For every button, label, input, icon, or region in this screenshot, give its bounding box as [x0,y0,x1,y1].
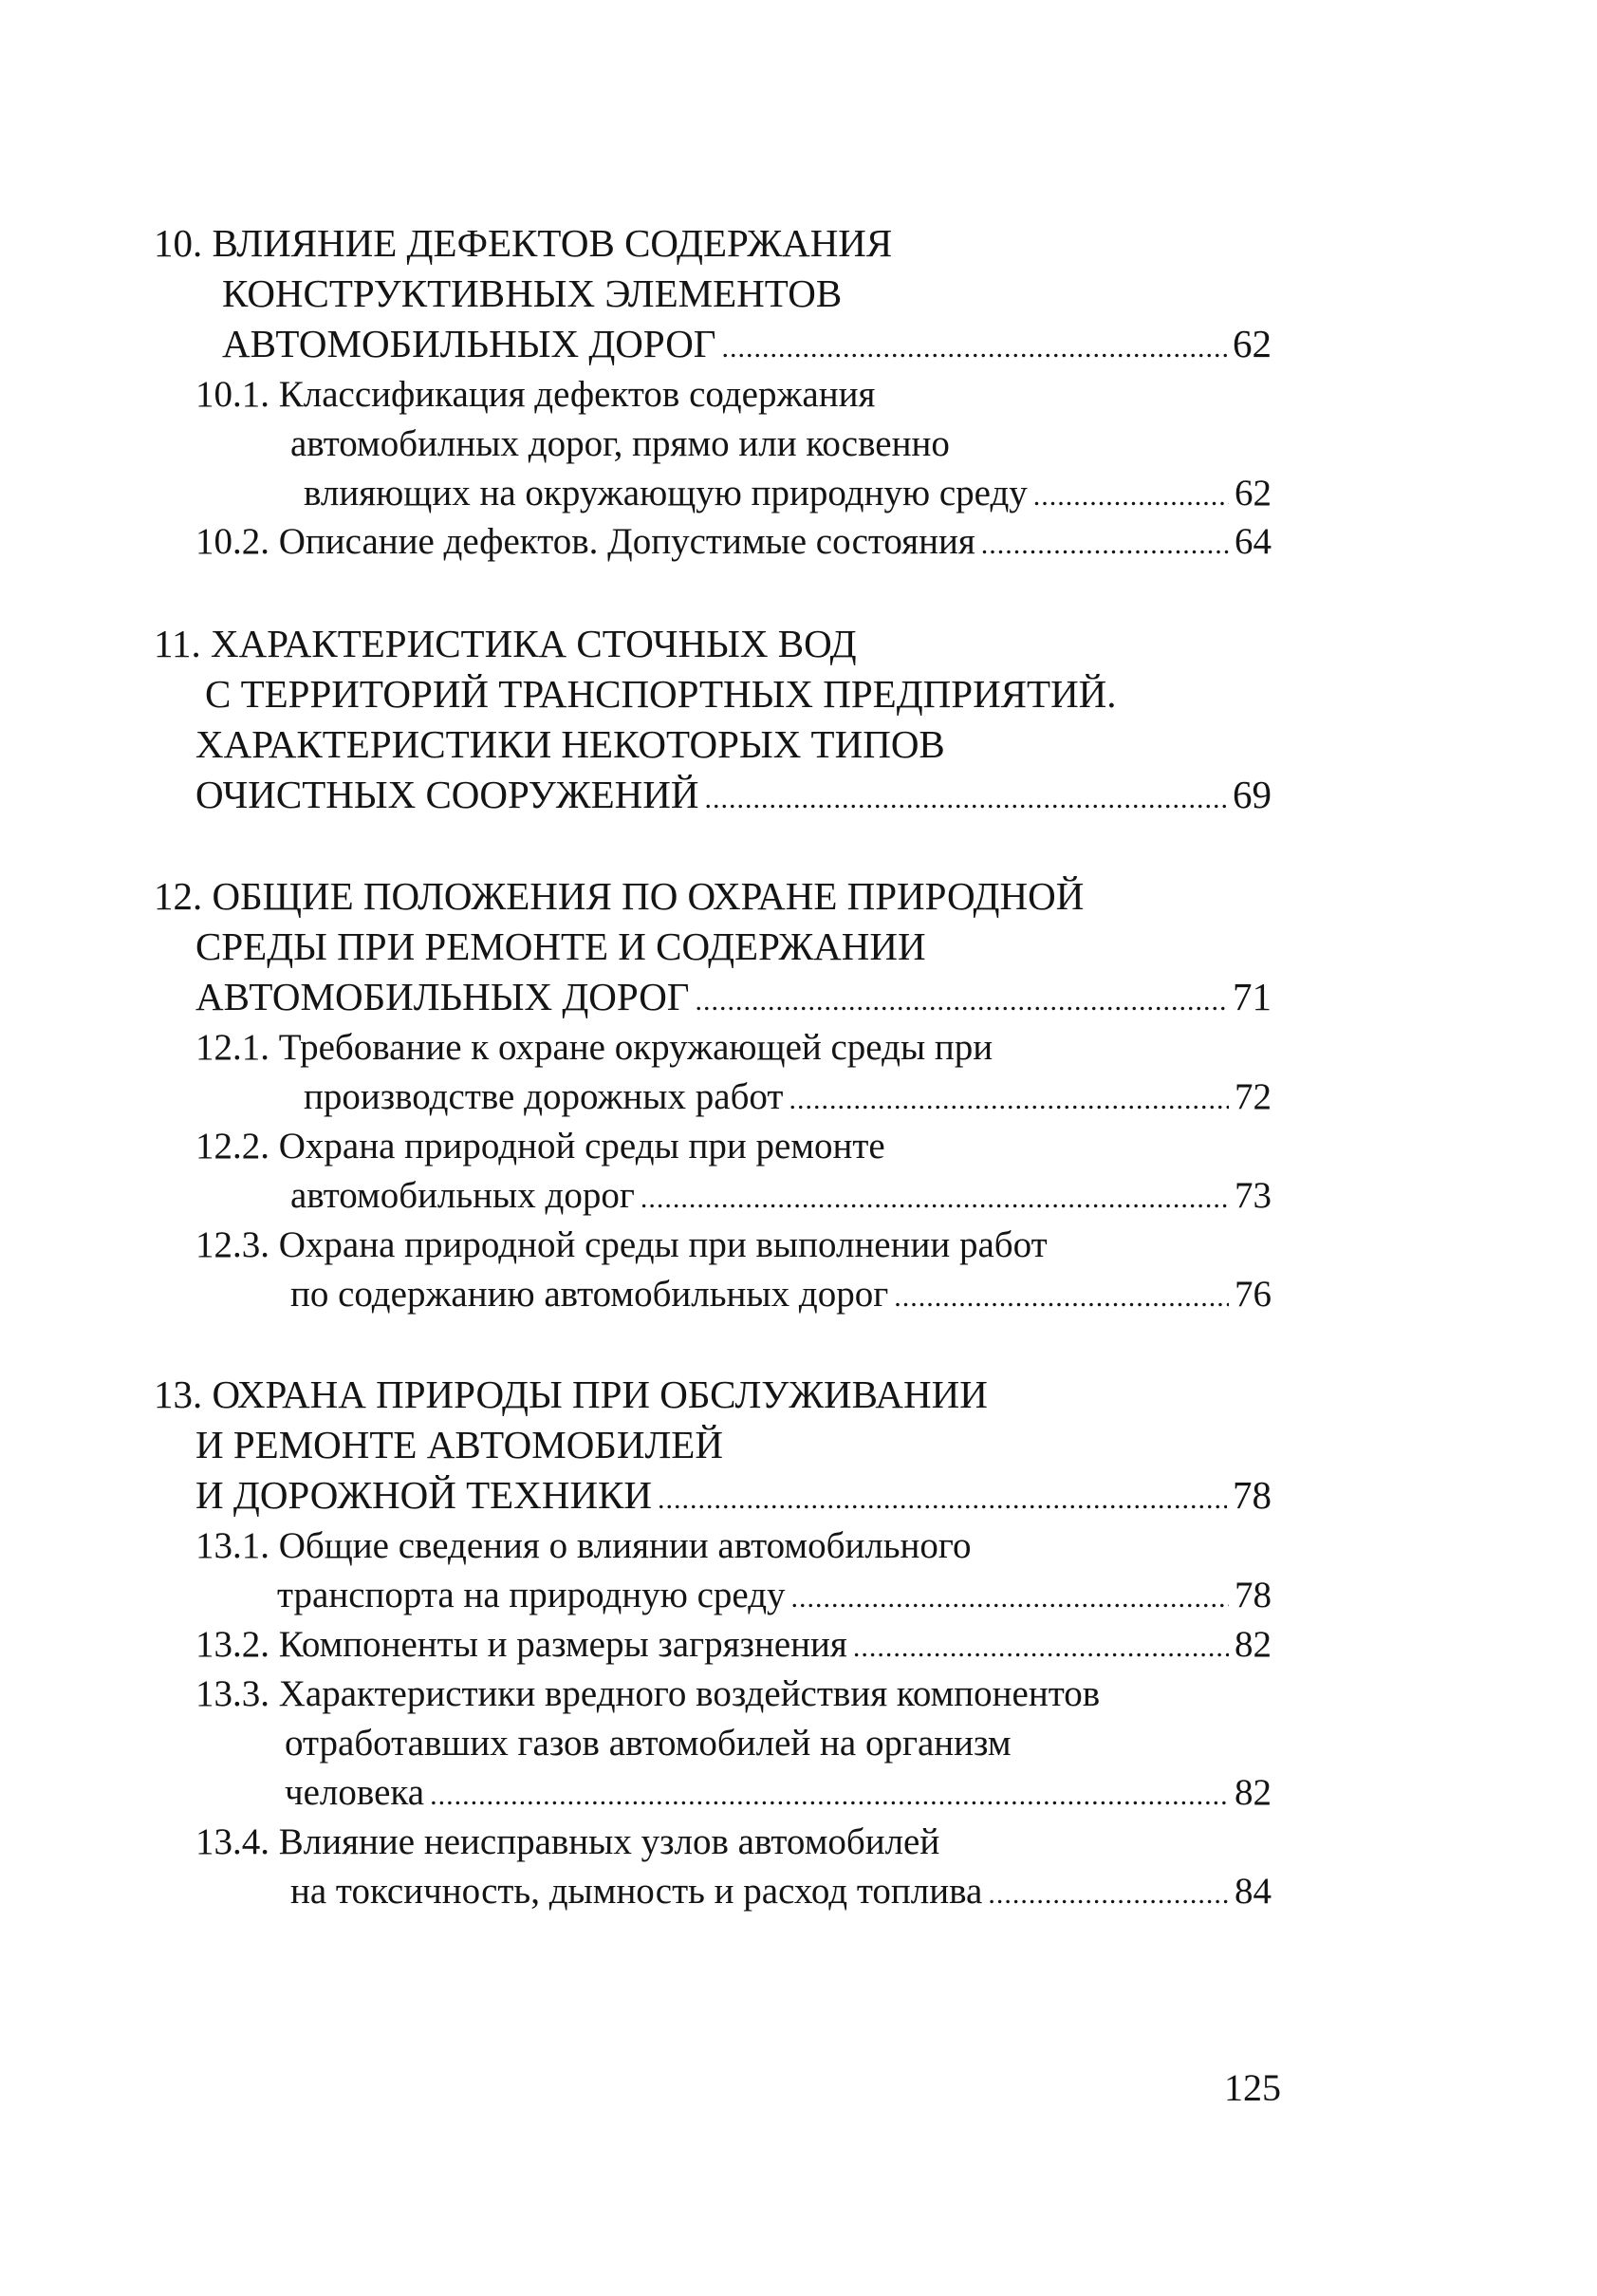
section-10-title-line-3: АВТОМОБИЛЬНЫХ ДОРОГ [222,322,716,365]
subsection-12-1-line-1: 12.1. Требование к охране окружающей среды при [195,1027,993,1068]
subsection-12-2-entry [290,1169,1272,1223]
subsection-13-4-line-1: 13.4. Влияние неисправных узлов автомобилей [195,1821,940,1862]
subsection-13-1-entry [277,1569,1272,1622]
section-12-title-line-2: СРЕДЫ ПРИ РЕМОНТЕ И СОДЕРЖАНИИ [195,924,926,968]
subsection-12-2-line-1: 12.2. Охрана природной среды при ремонте [195,1126,885,1167]
section-12-page: 71 [1233,975,1272,1018]
subsection-10-1-line-1: 10.1. Классификация дефектов содержания [195,374,876,415]
subsection-12-3-line-2: по содержанию автомобильных дорог [290,1274,889,1315]
subsection-13-1-line-1: 13.1. Общие сведения о влиянии автомобильного [195,1525,972,1566]
section-11-title-line-2: С ТЕРРИТОРИЙ ТРАНСПОРТНЫХ ПРЕДПРИЯТИЙ. [205,672,1117,716]
subsection-13-4-page: 84 [1235,1871,1272,1912]
subsection-12-2-page: 73 [1235,1175,1272,1216]
subsection-13-2-page: 82 [1235,1624,1272,1665]
subsection-10-2-page: 64 [1235,521,1272,562]
dot-leader [658,1473,1227,1521]
subsection-12-1-line-2: производстве дорожных работ [304,1076,784,1117]
section-11-entry [195,768,1272,821]
dot-leader [696,975,1227,1023]
subsection-13-1-page: 78 [1235,1575,1272,1615]
subsection-13-2-entry [195,1618,1272,1671]
section-12-title-line-3: АВТОМОБИЛЬНЫХ ДОРОГ [195,975,690,1018]
dot-leader [791,1572,1229,1622]
dot-leader [1033,470,1229,520]
subsection-13-1-line-2: транспорта на природную среду [277,1575,786,1615]
subsection-10-2-entry [195,515,1272,569]
subsection-12-3-page: 76 [1235,1274,1272,1315]
section-10-page: 62 [1233,322,1272,365]
section-12-entry [195,970,1272,1023]
subsection-12-1-entry [304,1071,1272,1124]
subsection-10-2-title: 10.2. Описание дефектов. Допустимые состояния [195,521,975,562]
dot-leader [789,1073,1229,1124]
subsection-13-3-entry [285,1766,1272,1820]
subsection-13-3-page: 82 [1235,1772,1272,1813]
subsection-13-2-title: 13.2. Компоненты и размеры загрязнения [195,1624,847,1665]
subsection-13-3-line-3: человека [285,1772,425,1813]
subsection-13-4-line-2: на токсичность, дымность и расход топлива [290,1871,983,1912]
subsection-10-1-entry [304,467,1272,520]
subsection-12-3-entry [290,1268,1272,1321]
dot-leader [988,1868,1229,1918]
section-13-title-line-2: И РЕМОНТЕ АВТОМОБИЛЕЙ [195,1423,723,1466]
subsection-10-1-line-2: автомобилных дорог, прямо или косвенно [290,423,950,464]
subsection-12-1-page: 72 [1235,1076,1272,1117]
section-13-entry [195,1468,1272,1521]
subsection-10-1-page: 62 [1235,473,1272,513]
section-10-title-line-1: 10. ВЛИЯНИЕ ДЕФЕКТОВ СОДЕРЖАНИЯ [154,221,893,265]
dot-leader [894,1271,1229,1321]
section-13-title-line-1: 13. ОХРАНА ПРИРОДЫ ПРИ ОБСЛУЖИВАНИИ [154,1372,988,1416]
dot-leader [430,1769,1229,1820]
dot-leader [722,322,1227,370]
section-11-title-line-3: ХАРАКТЕРИСТИКИ НЕКОТОРЫХ ТИПОВ [195,722,945,766]
dot-leader [641,1172,1229,1223]
section-13-page: 78 [1233,1473,1272,1517]
dot-leader [981,518,1229,569]
section-10-title-line-2: КОНСТРУКТИВНЫХ ЭЛЕМЕНТОВ [222,271,843,315]
subsection-12-2-line-2: автомобильных дорог [290,1175,635,1216]
subsection-10-1-line-3: влияющих на окружающую природную среду [304,473,1028,513]
section-11-page: 69 [1233,773,1272,816]
section-13-title-line-3: И ДОРОЖНОЙ ТЕХНИКИ [195,1473,653,1517]
page-number: 125 [1224,2066,1281,2109]
section-12-title-line-1: 12. ОБЩИЕ ПОЛОЖЕНИЯ ПО ОХРАНЕ ПРИРОДНОЙ [154,874,1085,918]
section-11-title-line-4: ОЧИСТНЫХ СООРУЖЕНИЙ [195,773,699,816]
section-11-title-line-1: 11. ХАРАКТЕРИСТИКА СТОЧНЫХ ВОД [154,622,857,665]
subsection-13-3-line-2: отработавших газов автомобилей на организм [285,1723,1012,1764]
subsection-13-3-line-1: 13.3. Характеристики вредного воздействия компонентов [195,1673,1101,1714]
section-10-entry [222,317,1272,370]
subsection-12-3-line-1: 12.3. Охрана природной среды при выполнении работ [195,1224,1048,1265]
dot-leader [853,1621,1229,1671]
subsection-13-4-entry [290,1865,1272,1918]
dot-leader [704,773,1227,821]
